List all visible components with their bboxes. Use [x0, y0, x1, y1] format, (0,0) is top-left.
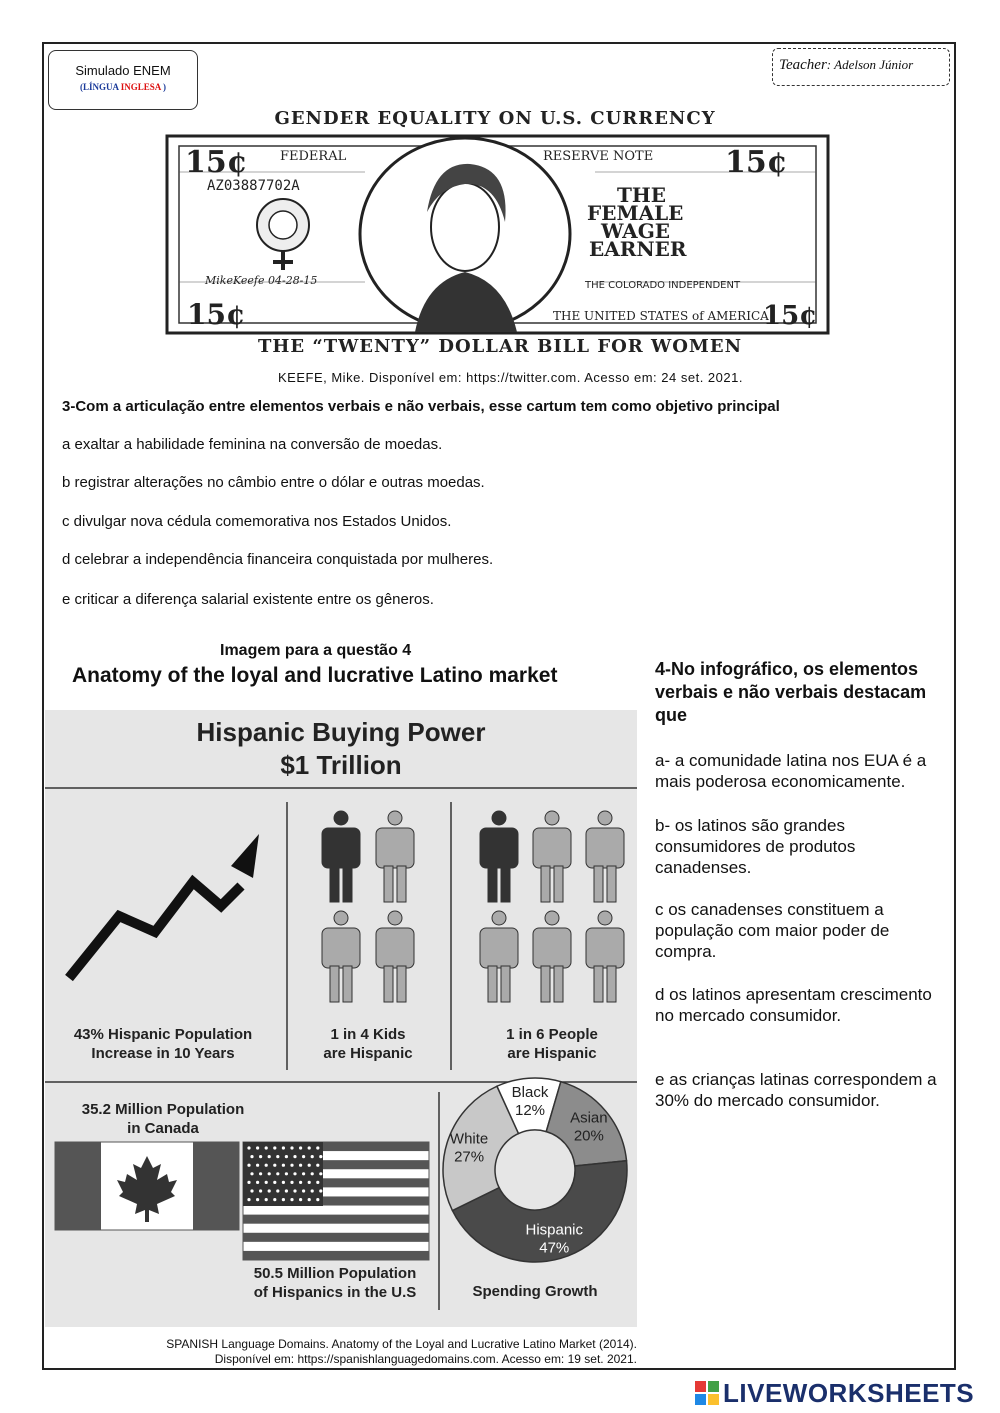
q4-option-a[interactable]: a- a comunidade latina nos EUA é a mais poderosa economicamente.: [655, 751, 927, 791]
cartoon-title: GENDER EQUALITY ON U.S. CURRENCY: [274, 108, 716, 129]
q4-option-b[interactable]: b- os latinos são grandes consumidores de produtos canadenses.: [655, 816, 856, 877]
infographic-heading-2: $1 Trillion: [280, 750, 402, 780]
infographic: [45, 710, 637, 1327]
liveworksheets-badge-icon: [695, 1381, 719, 1405]
cartoon-bill: [165, 132, 830, 337]
stat-3-line-2: are Hispanic: [507, 1045, 597, 1062]
infographic-title: Anatomy of the loyal and lucrative Latino market: [72, 664, 558, 687]
infographic-credit: [45, 1337, 637, 1367]
us-flag-icon: [243, 1142, 429, 1260]
us-line-1: 50.5 Million Population: [253, 1265, 417, 1282]
image-label-q4: Imagem para a questão 4: [220, 642, 412, 659]
cartoon-subtitle: THE “TWENTY” DOLLAR BILL FOR WOMEN: [257, 336, 743, 357]
q3-option-c[interactable]: c divulgar nova cédula comemorativa nos Estados Unidos.: [62, 513, 452, 530]
q3-option-b[interactable]: b registrar alterações no câmbio entre o dólar e outras moedas.: [62, 474, 485, 491]
cartoon-credit: KEEFE, Mike. Disponível em: https://twitter.com. Acesso em: 24 set. 2021.: [278, 370, 743, 385]
teacher-box: [772, 48, 950, 86]
bill-corner-value-br: 15¢: [763, 301, 818, 331]
us-line-2: of Hispanics in the U.S: [253, 1284, 417, 1301]
liveworksheets-logo: [695, 1378, 974, 1409]
stat-3-line-1: 1 in 6 People: [506, 1026, 598, 1043]
simulado-box: [48, 50, 198, 110]
stat-1-line-1: 43% Hispanic Population: [73, 1026, 253, 1043]
stat-2-line-2: are Hispanic: [323, 1045, 413, 1062]
bill-serial: AZ03887702A: [207, 178, 300, 194]
infographic-heading-1: Hispanic Buying Power: [196, 717, 486, 747]
donut-value-asian: 20%: [573, 1127, 604, 1145]
credit-line-1: SPANISH Language Domains. Anatomy of the Loyal and Lucrative Latino Market (2014).: [166, 1337, 637, 1351]
bill-country: THE UNITED STATES of AMERICA: [553, 309, 769, 323]
q3-option-a[interactable]: a exaltar a habilidade feminina na conversão de moedas.: [62, 436, 443, 453]
donut-label-black: Black: [511, 1084, 549, 1102]
q4-option-e[interactable]: e as crianças latinas correspondem a 30% do mercado consumidor.: [655, 1070, 937, 1110]
portrait-face-icon: [431, 183, 499, 271]
canada-line-2: in Canada: [127, 1120, 199, 1137]
bill-corner-value-tr: 15¢: [725, 145, 788, 180]
bill-paper: THE COLORADO INDEPENDENT: [585, 280, 741, 291]
bill-federal: FEDERAL: [280, 149, 347, 164]
question-4: 4-No infográfico, os elementos verbais e não verbais destacam que: [655, 659, 927, 725]
q4-option-d[interactable]: d os latinos apresentam crescimento no mercado consumidor.: [655, 985, 932, 1025]
liveworksheets-name: LIVEWORKSHEETS: [723, 1378, 975, 1408]
donut-label-hispanic: Hispanic: [525, 1221, 584, 1239]
donut-value-hispanic: 47%: [539, 1239, 570, 1257]
donut-label-asian: Asian: [570, 1109, 608, 1127]
q3-option-d[interactable]: d celebrar a independência financeira conquistada por mulheres.: [62, 551, 494, 568]
bill-text-female: FEMALE: [587, 201, 684, 225]
bill-text-earner: EARNER: [589, 237, 687, 261]
teacher-label: Teacher: [779, 57, 827, 73]
lingua-label: (LÍNGUA INGLESA ): [79, 82, 167, 92]
bill-reserve: RESERVE NOTE: [543, 149, 654, 164]
bill-corner-value-tl: 15¢: [185, 145, 248, 180]
q4-option-c[interactable]: c os canadenses constituem a população com maior poder de compra.: [655, 900, 890, 961]
donut-value-white: 27%: [454, 1148, 485, 1166]
question-3: 3-Com a articulação entre elementos verbais e não verbais, esse cartum tem como objetivo principal: [62, 398, 780, 415]
credit-line-2: Disponível em: https://spanishlanguagedomains.com. Acesso em: 19 set. 2021.: [214, 1352, 637, 1366]
bill-text-wage: WAGE: [601, 219, 671, 243]
simulado-title: Simulado ENEM: [75, 63, 171, 78]
spending-growth-label: Spending Growth: [472, 1283, 598, 1300]
donut-value-black: 12%: [515, 1102, 546, 1120]
stat-1-line-2: Increase in 10 Years: [91, 1045, 235, 1062]
canada-flag-icon: [55, 1142, 239, 1230]
bill-signature: MikeKeefe 04-28-15: [205, 274, 318, 287]
stat-2-line-1: 1 in 4 Kids: [330, 1026, 406, 1043]
q3-option-e[interactable]: e criticar a diferença salarial existente entre os gêneros.: [62, 591, 434, 608]
donut-label-white: White: [449, 1130, 489, 1148]
canada-line-1: 35.2 Million Population: [81, 1101, 245, 1118]
bill-corner-value-bl: 15¢: [187, 298, 246, 331]
bill-text-the: THE: [617, 183, 667, 207]
teacher-name: : Adelson Júnior: [826, 57, 914, 72]
